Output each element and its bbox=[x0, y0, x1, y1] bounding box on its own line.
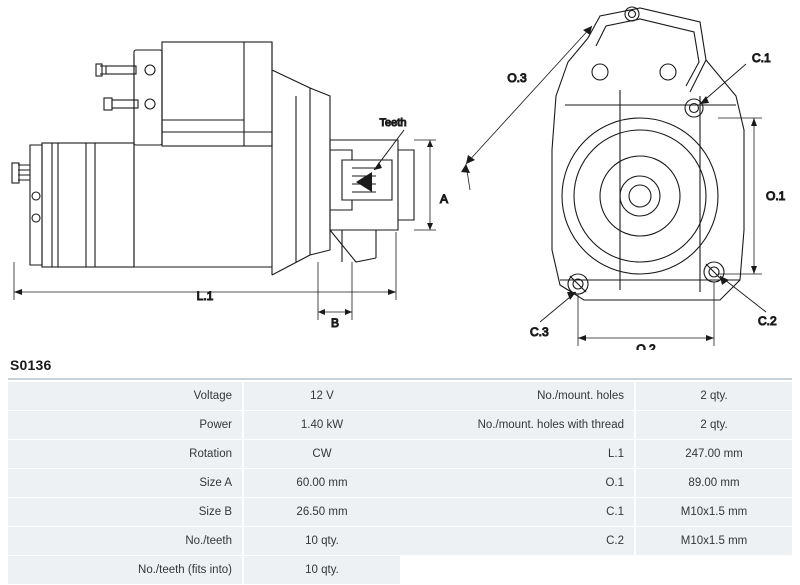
spec-value: CW bbox=[244, 440, 400, 468]
spec-column-right bbox=[400, 382, 792, 585]
table-row bbox=[400, 440, 792, 469]
table-row bbox=[8, 556, 400, 585]
spec-label: Rotation bbox=[8, 440, 244, 468]
spec-label: Size A bbox=[8, 469, 244, 497]
spec-label: C.2 bbox=[400, 527, 636, 555]
spec-value: 2 qty. bbox=[636, 382, 792, 410]
table-row bbox=[400, 382, 792, 411]
dim-b-label: B bbox=[330, 316, 340, 330]
spec-column-left bbox=[8, 382, 400, 585]
dim-o1-label: O.1 bbox=[766, 189, 786, 203]
table-row bbox=[8, 527, 400, 556]
table-row bbox=[400, 498, 792, 527]
divider bbox=[8, 378, 792, 380]
spec-label: No./mount. holes with thread bbox=[400, 411, 636, 439]
dimension-o3 bbox=[461, 26, 592, 190]
spec-value: 10 qty. bbox=[244, 556, 400, 584]
dimension-o2 bbox=[578, 282, 714, 350]
spec-value: 12 V bbox=[244, 382, 400, 410]
drive-end-housing-side-view bbox=[134, 42, 330, 275]
teeth-label: Teeth bbox=[379, 117, 407, 129]
dim-c3-label: C.3 bbox=[530, 325, 549, 339]
dim-c1-label: C.1 bbox=[752, 51, 771, 65]
spec-value: 2 qty. bbox=[636, 411, 792, 439]
dim-a-label: A bbox=[440, 192, 449, 206]
table-row bbox=[8, 411, 400, 440]
spec-value: 89.00 mm bbox=[636, 469, 792, 497]
spec-label: Power bbox=[8, 411, 244, 439]
spec-value: M10x1.5 mm bbox=[636, 498, 792, 526]
part-number: S0136 bbox=[10, 357, 52, 373]
starter-flange-front-view bbox=[552, 7, 744, 300]
dimension-o1 bbox=[718, 118, 786, 274]
spec-value: 26.50 mm bbox=[244, 498, 400, 526]
table-row bbox=[400, 527, 792, 556]
table-row bbox=[8, 498, 400, 527]
dim-o3-label: O.3 bbox=[507, 71, 527, 85]
spec-label bbox=[400, 556, 636, 584]
solenoid-side-view bbox=[96, 42, 272, 146]
table-row bbox=[8, 440, 400, 469]
spec-value: 10 qty. bbox=[244, 527, 400, 555]
table-row bbox=[400, 411, 792, 440]
callout-c2 bbox=[720, 276, 777, 328]
spec-label: C.1 bbox=[400, 498, 636, 526]
table-row bbox=[8, 469, 400, 498]
spec-value: 1.40 kW bbox=[244, 411, 400, 439]
table-row bbox=[8, 382, 400, 411]
dimension-b bbox=[318, 262, 352, 330]
pinion-teeth-side-view bbox=[330, 140, 414, 262]
starter-body-side-view bbox=[12, 143, 134, 267]
dimension-a bbox=[414, 140, 448, 230]
table-row-empty bbox=[400, 556, 792, 585]
specifications-table bbox=[8, 382, 792, 585]
spec-label: No./teeth bbox=[8, 527, 244, 555]
dim-o2-label: O.2 bbox=[636, 342, 656, 350]
spec-value bbox=[636, 556, 792, 584]
spec-label: Size B bbox=[8, 498, 244, 526]
spec-label: No./teeth (fits into) bbox=[8, 556, 244, 584]
spec-value: 247.00 mm bbox=[636, 440, 792, 468]
table-row bbox=[400, 469, 792, 498]
teeth-callout bbox=[374, 117, 406, 170]
spec-value: 60.00 mm bbox=[244, 469, 400, 497]
spec-label: O.1 bbox=[400, 469, 636, 497]
spec-label: L.1 bbox=[400, 440, 636, 468]
spec-value: M10x1.5 mm bbox=[636, 527, 792, 555]
spec-label: Voltage bbox=[8, 382, 244, 410]
dim-l1-label: L.1 bbox=[196, 289, 214, 303]
callout-c3 bbox=[530, 292, 576, 339]
dim-c2-label: C.2 bbox=[758, 314, 777, 328]
spec-label: No./mount. holes bbox=[400, 382, 636, 410]
